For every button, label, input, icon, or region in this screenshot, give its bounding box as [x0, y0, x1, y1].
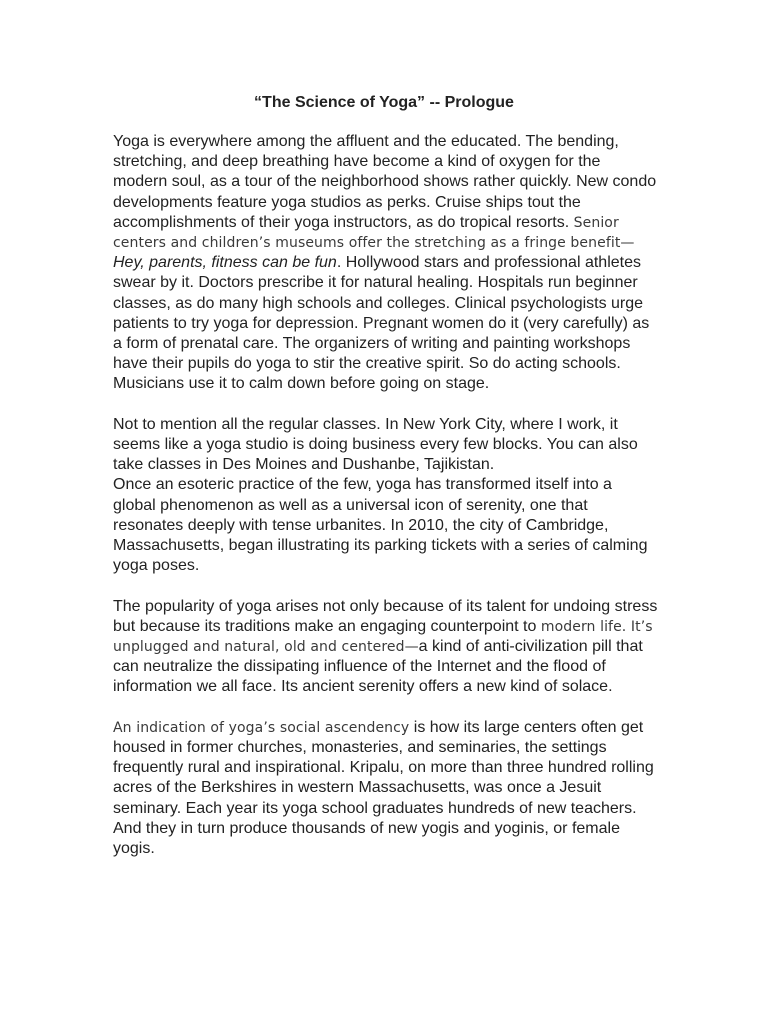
paragraph-1-part-b: Senior centers and children’s museums offer the stretching as a fringe benefit—	[113, 214, 635, 252]
paragraph-5	[113, 718, 658, 859]
paragraph-1-part-d: . Hollywood stars and professional athletes swear by it. Doctors prescribe it for natural healing. Hospitals run beginner classes, as do many high schools and colleges. Clinical psychologists urge patients to try yoga for depression. Pregnant women do it (very carefully) as a form of prenatal care. The organizers of writing and painting workshops have their pupils do yoga to stir the creative spirit. So do acting schools. Musicians use it to calm down before going on stage.	[113, 254, 650, 393]
paragraph-4-part-b: modern life. It’s unplugged and natural, old and centered—	[113, 618, 653, 656]
document-title: “The Science of Yoga” -- Prologue	[254, 94, 514, 111]
paragraph-1	[113, 132, 658, 395]
paragraph-4	[113, 597, 658, 698]
paragraph-3: Once an esoteric practice of the few, yoga has transformed itself into a global phenomenon as well as a universal icon of serenity, one that resonates deeply with tense urbanites. In 2010, the city of Cambridge, Massachusetts, began illustrating its parking tickets with a series of calming yoga poses.	[113, 476, 648, 575]
paragraph-2: Not to mention all the regular classes. In New York City, where I work, it seems like a yoga studio is doing business every few blocks. You can also take classes in Des Moines and Dushanbe, Tajikistan.	[113, 415, 638, 474]
paragraph-4-part-c: a kind of anti-civilization pill that can neutralize the dissipating influence of the Internet and the flood of information we all face. Its ancient serenity offers a new kind of solace.	[113, 638, 643, 696]
paragraph-1-part-a: Yoga is everywhere among the affluent and the educated. The bending, stretching, and deep breathing have become a kind of oxygen for the modern soul, as a tour of the neighborhood shows rather quickly. New condo developments feature yoga studios as perks. Cruise ships tout the accomplishments of their yoga instructors, as do tropical resorts.	[113, 133, 657, 231]
paragraph-1-italic-phrase: Hey, parents, fitness can be fun	[113, 254, 337, 272]
paragraph-5-part-b: is how its large centers often get housed in former churches, monasteries, and seminaries, the settings frequently rural and inspirational. Kripalu, on more than three hundred rolling acres of the Berkshires in western Massachusetts, was once a Jesuit seminary. Each year its yoga school graduates hundreds of new teachers. And they in turn produce thousands of new yogis and yoginis, or female yogis.	[113, 718, 654, 858]
paragraph-5-part-a: An indication of yoga’s social ascendency	[113, 719, 410, 736]
paragraph-4-part-a: The popularity of yoga arises not only because of its talent for undoing stress but because its traditions make an engaging counterpoint to	[113, 597, 658, 635]
document-body	[113, 132, 658, 879]
